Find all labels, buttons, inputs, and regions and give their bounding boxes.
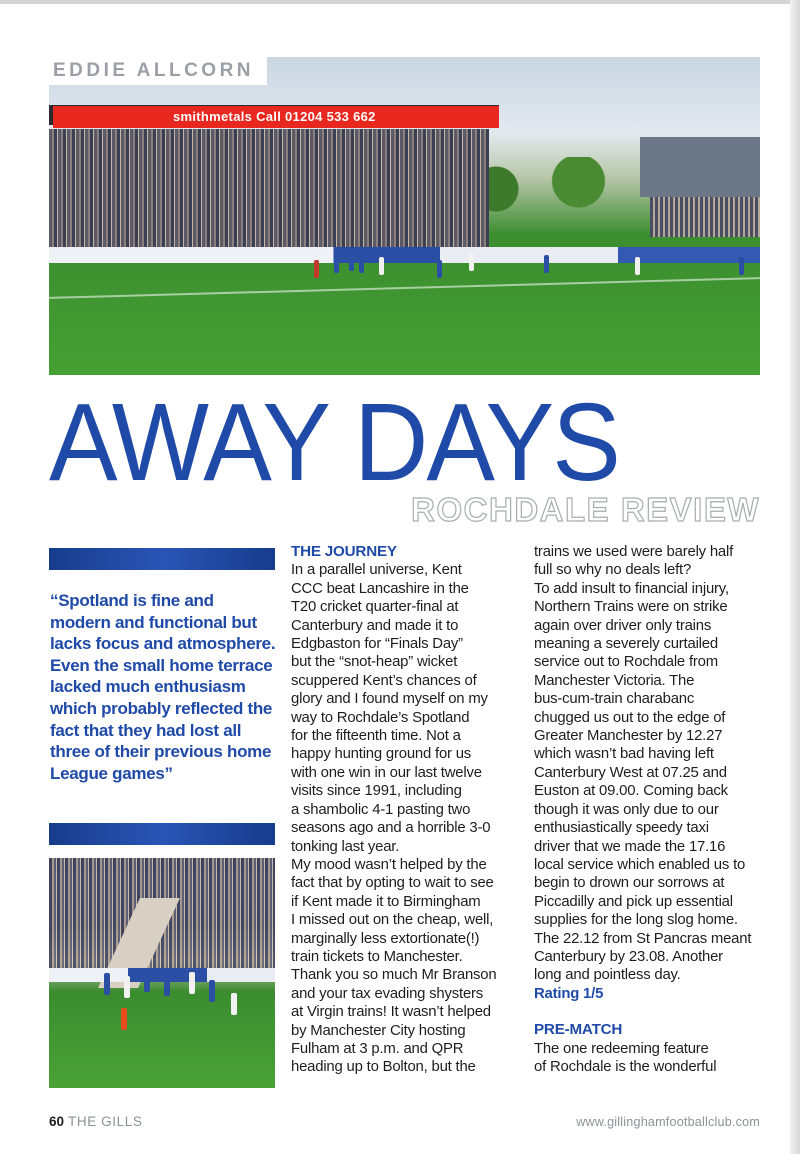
quote-bar-top [49, 548, 275, 570]
section-heading-prematch: PRE-MATCH [534, 1021, 623, 1039]
quote-bar-bottom [49, 823, 275, 845]
page-title: AWAY DAYS [49, 381, 619, 504]
pull-quote: “Spotland is fine and modern and functional but lacks focus and atmosphere. Even the small home terrace lacked much enthusiasm which probably reflected the fact that they had lost all three of their previous home League games” [50, 591, 276, 783]
player [469, 253, 474, 271]
page-top-edge [0, 0, 800, 4]
article-paragraph: In a parallel universe, Kent CCC beat Lancashire in the T20 cricket quarter-final at Canterbury and made it to Edgbaston for “Finals Day” but the “snot-heap” wicket scuppered Kent’s chances of glory and I found myself on my way to Rochdale’s Spotland for the fifteenth time. Not a happy hunting ground for us with one win in our last twelve visits since 1991, including a shambolic 4-1 pasting two seasons ago and a horrible 3-0 tonking last year. [291, 562, 491, 855]
page-footer-left [49, 1114, 142, 1129]
sponsor-board: smithmetals Call 01204 533 662 [53, 106, 499, 128]
player [164, 974, 170, 996]
publication-name: THE GILLS [68, 1114, 143, 1129]
pitch-line [49, 277, 760, 299]
player [544, 255, 549, 273]
author-byline: EDDIE ALLCORN [49, 57, 267, 85]
player [209, 980, 215, 1002]
player [334, 255, 339, 273]
article-paragraph: My mood wasn’t helped by the fact that by opting to wait to see if Kent made it to Birmingham I missed out on the cheap, well, marginally less extortionate(!) train tickets to Manchester. Thank you so much Mr Branson and your tax evading shysters at Virgin trains! It wasn’t helped by Manchester City hosting Fulham at 3 p.m. and QPR heading up to Bolton, but the [291, 856, 497, 1076]
advertising-boards [49, 968, 275, 982]
player [314, 260, 319, 278]
player [437, 260, 442, 278]
pitch-hoardings [49, 247, 760, 263]
player [189, 972, 195, 994]
article-paragraph: trains we used were barely half full so why no deals left? [534, 544, 734, 579]
player [104, 973, 110, 995]
page-subtitle: ROCHDALE REVIEW [411, 491, 760, 528]
player [379, 257, 384, 275]
page-right-edge [790, 0, 800, 1154]
section-heading-journey: THE JOURNEY [291, 543, 397, 560]
stadium-photo [49, 57, 760, 375]
article-column-2 [534, 543, 766, 1076]
player [121, 1008, 127, 1030]
spacer [534, 1003, 766, 1021]
page-number: 60 [49, 1114, 65, 1129]
player [124, 976, 130, 998]
player [349, 253, 354, 271]
article-paragraph: The one redeeming feature of Rochdale is the wonderful [534, 1040, 717, 1075]
player [359, 255, 364, 273]
journey-rating: Rating 1/5 [534, 985, 604, 1002]
right-stand-crowd [650, 197, 760, 237]
away-stand [640, 137, 760, 197]
website-url: www.gillinghamfootballclub.com [576, 1115, 760, 1129]
match-action-photo [49, 858, 275, 1088]
article-column-1 [291, 543, 523, 1077]
player [144, 970, 150, 992]
main-stand-crowd [49, 129, 489, 249]
player [635, 257, 640, 275]
player [231, 993, 237, 1015]
player [739, 257, 744, 275]
article-paragraph: To add insult to financial injury, Northern Trains were on strike again over driver only trains meaning a severely curtailed service out to Rochdale from Manchester Victoria. The bus-cum-train charabanc chugged us out to the edge of Greater Manchester by 12.27 which wasn’t bad having left Canterbury West at 07.25 and Euston at 09.00. Coming back though it was only due to our enthusiastically speedy taxi driver that we made the 17.16 local service which enabled us to begin to drown our sorrows at Piccadilly and pick up essential supplies for the long slog home. The 22.12 from St Pancras meant Canterbury by 23.08. Another long and pointless day. [534, 580, 752, 984]
